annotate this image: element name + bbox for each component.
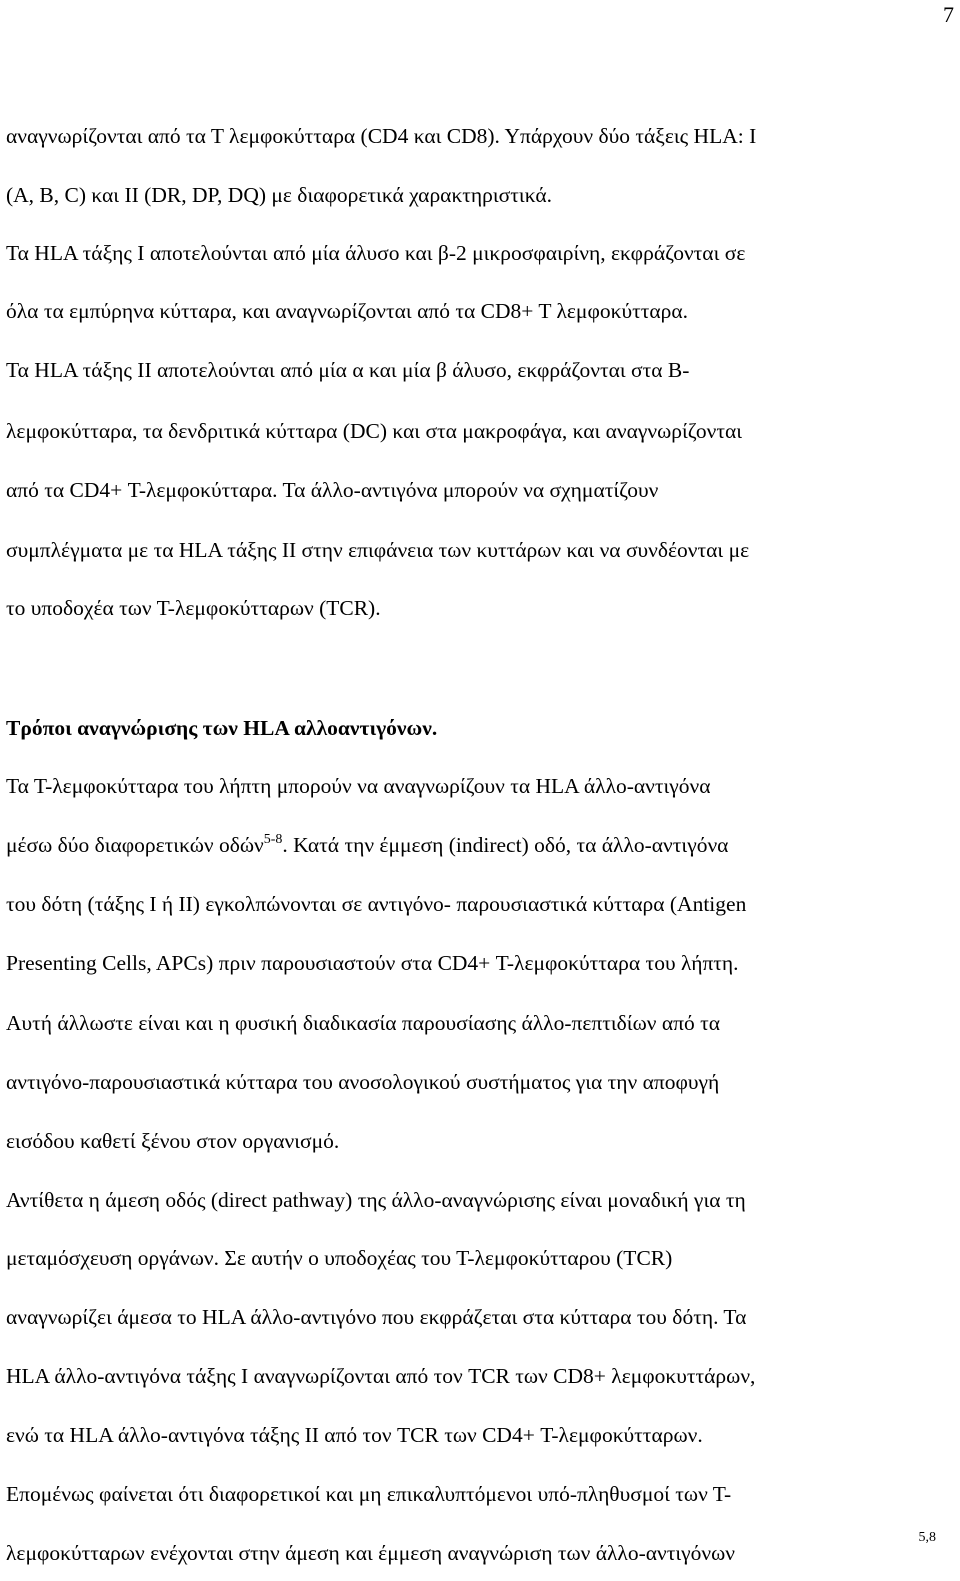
text-line: Αντίθετα η άμεση οδός (direct pathway) της άλλο-αναγνώρισης είναι μοναδική για τη [6, 1188, 746, 1212]
text-line: Τα Τ-λεμφοκύτταρα του λήπτη μπορούν να αναγνωρίζουν τα HLA άλλο-αντιγόνα [6, 774, 711, 798]
text-line: Αυτή άλλωστε είναι και η φυσική διαδικασία παρουσίασης άλλο-πεπτιδίων από τα [6, 1011, 720, 1035]
section-heading: Τρόποι αναγνώρισης των HLA αλλοαντιγόνων. [6, 716, 438, 740]
text-line: Επομένως φαίνεται ότι διαφορετικοί και μη επικαλυπτόμενοι υπό-πληθυσμοί των Τ- [6, 1482, 732, 1506]
text-line: όλα τα εμπύρηνα κύτταρα, και αναγνωρίζονται από τα CD8+ T λεμφοκύτταρα. [6, 299, 688, 323]
text-line: αντιγόνο-παρουσιαστικά κύτταρα του ανοσολογικού συστήματος για την αποφυγή [6, 1070, 720, 1094]
text-line: του δότη (τάξης I ή II) εγκολπώνονται σε αντιγόνο- παρουσιαστικά κύτταρα (Antigen [6, 892, 747, 916]
text-line [6, 832, 728, 858]
text-line: μεταμόσχευση οργάνων. Σε αυτήν ο υποδοχέας του Τ-λεμφοκύτταρου (TCR) [6, 1246, 673, 1270]
text-segment: μέσω δύο διαφορετικών οδών [6, 833, 264, 857]
text-segment: . Κατά την έμμεση (indirect) οδό, τα άλλο-αντιγόνα [282, 833, 729, 857]
text-line: αναγνωρίζονται από τα Τ λεμφοκύτταρα (CD4 και CD8). Υπάρχουν δύο τάξεις HLA: I [6, 124, 757, 148]
text-line: εισόδου καθετί ξένου στον οργανισμό. [6, 1129, 340, 1153]
text-line: ενώ τα HLA άλλο-αντιγόνα τάξης II από τον TCR των CD4+ Τ-λεμφοκύτταρων. [6, 1423, 703, 1447]
reference-superscript: 5,8 [918, 1530, 936, 1545]
text-line: συμπλέγματα με τα HLA τάξης II στην επιφάνεια των κυττάρων και να συνδέονται με [6, 538, 750, 562]
text-line: Τα HLA τάξης I αποτελούνται από μία άλυσο και β-2 μικροσφαιρίνη, εκφράζονται σε [6, 241, 746, 265]
text-line: από τα CD4+ Τ-λεμφοκύτταρα. Τα άλλο-αντιγόνα μπορούν να σχηματίζουν [6, 478, 659, 502]
text-line: λεμφοκύτταρων ενέχονται στην άμεση και έμμεση αναγνώριση των άλλο-αντιγόνων [6, 1541, 736, 1565]
text-line: Presenting Cells, APCs) πριν παρουσιαστούν στα CD4+ Τ-λεμφοκύτταρα του λήπτη. [6, 951, 739, 975]
reference-superscript: 5-8 [263, 832, 283, 847]
text-line: (A, B, C) και II (DR, DP, DQ) με διαφορετικά χαρακτηριστικά. [6, 183, 552, 207]
text-line: αναγνωρίζει άμεσα το HLA άλλο-αντιγόνο που εκφράζεται στα κύτταρα του δότη. Τα [6, 1305, 747, 1329]
text-line: Τα HLA τάξης II αποτελούνται από μία α και μία β άλυσο, εκφράζονται στα Β- [6, 358, 690, 382]
text-line: το υποδοχέα των Τ-λεμφοκύτταρων (TCR). [6, 596, 381, 620]
text-line: λεμφοκύτταρα, τα δενδριτικά κύτταρα (DC) και στα μακροφάγα, και αναγνωρίζονται [6, 419, 743, 443]
text-line: HLA άλλο-αντιγόνα τάξης I αναγνωρίζονται από τον TCR των CD8+ λεμφοκυττάρων, [6, 1364, 756, 1388]
page-number: 7 [943, 2, 954, 27]
